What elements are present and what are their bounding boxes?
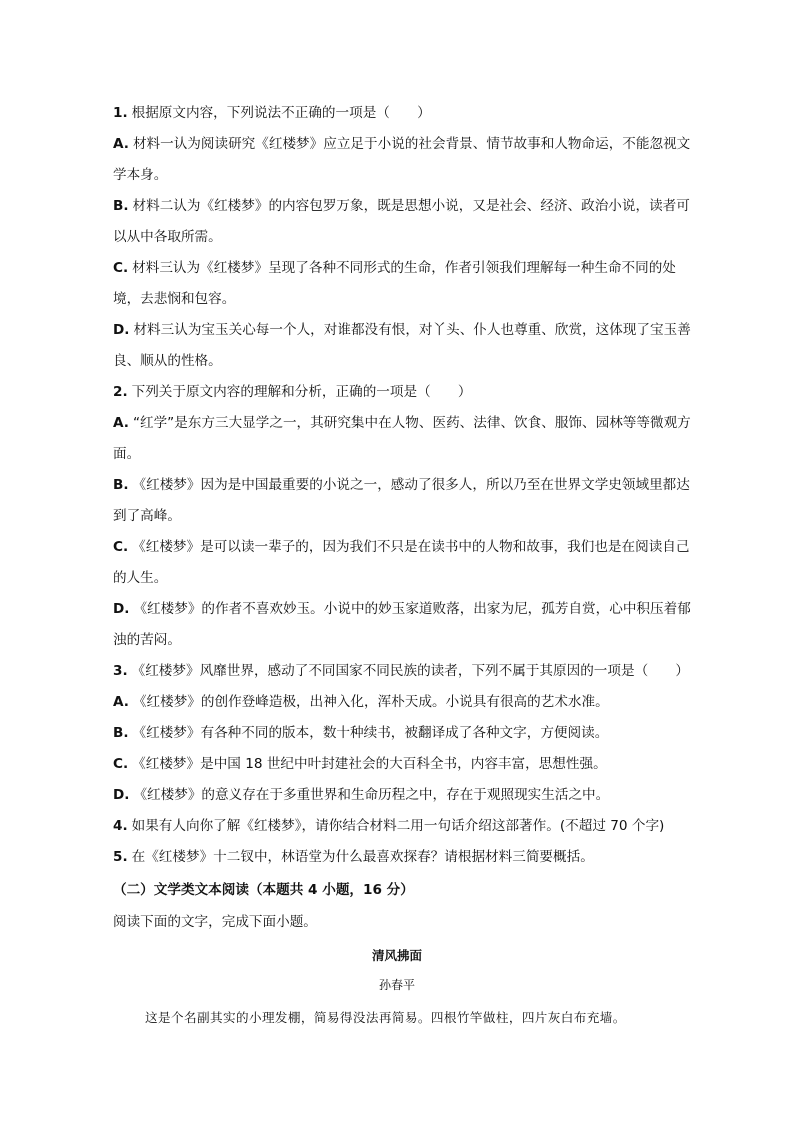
question-1-stem: 1. 根据原文内容，下列说法不正确的一项是（ ） — [113, 105, 431, 121]
question-2-stem: 2. 下列关于原文内容的理解和分析，正确的一项是（ ） — [113, 384, 472, 400]
question-4-stem: 4. 如果有人向你了解《红楼梦》，请你结合材料二用一句话介绍这部著作。(不超过 70 个字) — [113, 818, 665, 834]
question-2-option-a: A. “红学”是东方三大显学之一，其研究集中在人物、医药、法律、饮食、服饰、园林等等微观方面。 — [113, 415, 691, 462]
question-3-option-a: A. 《红楼梦》的创作登峰造极，出神入化，浑朴天成。小说具有很高的艺术水准。 — [113, 694, 609, 710]
question-3-option-c: C. 《红楼梦》是中国 18 世纪中叶封建社会的大百科全书，内容丰富，思想性强。 — [113, 756, 607, 772]
story-first-line: 这是个名副其实的小理发棚，简易得没法再简易。四根竹竿做柱，四片灰白布充墙。 — [145, 1010, 626, 1025]
question-3-option-b: B. 《红楼梦》有各种不同的版本，数十种续书，被翻译成了各种文字，方便阅读。 — [113, 725, 609, 741]
question-3-stem: 3. 《红楼梦》风靡世界，感动了不同国家不同民族的读者，下列不属于其原因的一项是（ ） — [113, 663, 689, 679]
question-2-option-d: D. 《红楼梦》的作者不喜欢妙玉。小说中的妙玉家道败落，出家为尼，孤芳自赏，心中积压着郁浊的苦闷。 — [113, 601, 691, 648]
section-instruction: 阅读下面的文字，完成下面小题。 — [113, 914, 317, 930]
question-5-number: 5. — [113, 849, 128, 865]
question-1-number: 1. — [113, 105, 128, 121]
question-1-option-a: A. 材料一认为阅读研究《红楼梦》应立足于小说的社会背景、情节故事和人物命运，不能忽视文学本身。 — [113, 136, 691, 183]
question-2-option-b: B. 《红楼梦》因为是中国最重要的小说之一，感动了很多人，所以乃至在世界文学史领域里都达到了高峰。 — [113, 477, 690, 524]
question-3-option-d: D. 《红楼梦》的意义存在于多重世界和生命历程之中，存在于观照现实生活之中。 — [113, 787, 610, 803]
section-heading: （二）文学类文本阅读（本题共 4 小题，16 分） — [113, 882, 414, 898]
question-2-option-c: C. 《红楼梦》是可以读一辈子的，因为我们不只是在读书中的人物和故事，我们也是在阅读自己的人生。 — [113, 539, 690, 586]
question-4-number: 4. — [113, 818, 128, 834]
question-1-option-d: D. 材料三认为宝玉关心每一个人，对谁都没有恨，对丫头、仆人也尊重、欣赏，这体现了宝玉善良、顺从的性格。 — [113, 322, 691, 369]
question-2-number: 2. — [113, 384, 128, 400]
question-1-option-b: B. 材料二认为《红楼梦》的内容包罗万象，既是思想小说，又是社会、经济、政治小说，读者可以从中各取所需。 — [113, 198, 690, 245]
question-5-stem: 5. 在《红楼梦》十二钗中，林语堂为什么最喜欢探春？请根据材料三简要概括。 — [113, 849, 594, 865]
story-author: 孙春平 — [378, 978, 415, 992]
question-3-number: 3. — [113, 663, 128, 679]
story-title: 清风拂面 — [371, 948, 422, 963]
question-1-option-c: C. 材料三认为《红楼梦》呈现了各种不同形式的生命，作者引领我们理解每一种生命不同的处境，去悲悯和包容。 — [113, 260, 676, 307]
